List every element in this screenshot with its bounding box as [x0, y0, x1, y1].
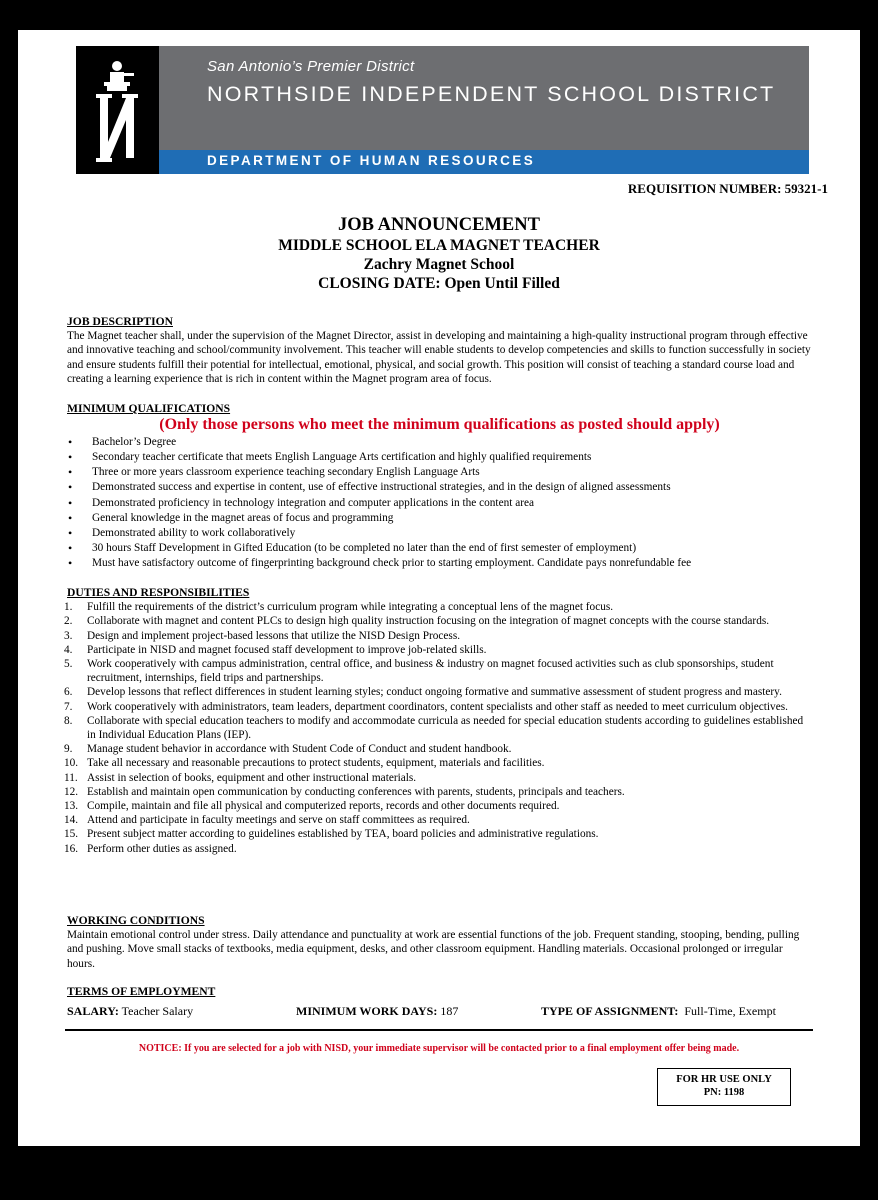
- list-item: • Secondary teacher certificate that meets English Language Arts certification and highly qualified requirements: [67, 450, 812, 465]
- list-item: 6. Develop lessons that reflect differences in student learning styles; conduct ongoing formative and summative assessment of student progress and mastery.: [64, 686, 782, 699]
- section-heading: DUTIES AND RESPONSIBILITIES: [67, 586, 250, 599]
- list-item: • 30 hours Staff Development in Gifted Education (to be completed no later than the end of first semester of employment): [67, 541, 812, 556]
- section-heading: WORKING CONDITIONS: [67, 914, 205, 927]
- list-item: 10. Take all necessary and reasonable precautions to protect students, equipment, materials and facilities.: [64, 757, 545, 770]
- job-description-text: The Magnet teacher shall, under the supervision of the Magnet Director, assist in developing and maintaining a high-quality instructional program through effective and innovative teaching and school/community involvement. This teacher will enable students to develop competencies and skills to function successfully in society and ensure students fulfill their potential for intellectual, emotional, physical, and social growth. This position will consist of teaching a standard course load and creating a learning experience that is rich in content within the Magnet program area of focus.: [67, 330, 811, 385]
- list-item: 13. Compile, maintain and file all physical and computerized reports, records and other documents required.: [64, 800, 560, 813]
- job-description-section: [67, 315, 812, 386]
- list-item: • Demonstrated proficiency in technology integration and computer applications in the content area: [67, 496, 812, 511]
- list-item: 3. Design and implement project-based lessons that utilize the NISD Design Process.: [64, 629, 461, 642]
- qualifications-list: [67, 435, 812, 571]
- list-item: • Demonstrated ability to work collaboratively: [67, 526, 812, 541]
- list-item: 1. Fulfill the requirements of the district’s curriculum program while integrating a conceptual lens of the magnet focus.: [64, 601, 614, 614]
- list-item: 11. Assist in selection of books, equipment and other instructional materials.: [64, 771, 417, 784]
- salary: SALARY: Teacher Salary: [67, 1004, 194, 1018]
- terms-section: [67, 985, 812, 999]
- district-tagline: San Antonio’s Premier District: [207, 58, 415, 75]
- district-name: NORTHSIDE INDEPENDENT SCHOOL DISTRICT: [207, 82, 776, 106]
- title-block: [0, 214, 878, 293]
- assignment-type: TYPE OF ASSIGNMENT: Full-Time, Exempt: [541, 1004, 776, 1018]
- list-item: • Bachelor’s Degree: [67, 435, 812, 450]
- divider: [65, 1029, 813, 1031]
- duties-section: [64, 586, 812, 856]
- department-name: DEPARTMENT OF HUMAN RESOURCES: [207, 153, 536, 168]
- list-item: 8. Collaborate with special education teachers to modify and accommodate curricula as needed for special education students according to guidelines established in Individual Education Plans (IEP).: [64, 714, 804, 742]
- hr-use-label: FOR HR USE ONLY: [676, 1074, 772, 1085]
- list-item: • Demonstrated success and expertise in content, use of effective instructional strategies, and in the design of aligned assessments: [67, 480, 812, 495]
- list-item: 2. Collaborate with magnet and content PLCs to design high quality instruction focusing on the integration of magnet concepts with the course standards.: [64, 615, 770, 628]
- qualifications-note: (Only those persons who meet the minimum qualifications as posted should apply): [159, 416, 720, 434]
- district-banner: [159, 46, 809, 150]
- working-conditions-text: Maintain emotional control under stress. Daily attendance and punctuality at work are essential functions of the job. Frequent standing, stooping, bending, pulling and pushing. Move small stacks of textbooks, media equipment, desks, and other classroom equipment. Handling materials. Occasional prolonged or irregular hours.: [67, 929, 800, 970]
- duties-list: [64, 600, 812, 856]
- minimum-qualifications-section: [67, 402, 812, 571]
- list-item: • Must have satisfactory outcome of fingerprinting background check prior to starting employment. Candidate pays nonrefundable fee: [67, 556, 812, 571]
- announcement-title: JOB ANNOUNCEMENT: [338, 215, 540, 235]
- position-number: PN: 1198: [703, 1086, 745, 1098]
- hr-use-box: [657, 1068, 791, 1106]
- section-heading: TERMS OF EMPLOYMENT: [67, 985, 216, 998]
- list-item: • General knowledge in the magnet areas of focus and programming: [67, 511, 812, 526]
- list-item: 12. Establish and maintain open communication by conducting conferences with parents, students, principals and teachers.: [64, 785, 625, 798]
- department-banner: [159, 150, 809, 174]
- list-item: 4. Participate in NISD and magnet focused staff development to improve job-related skills.: [64, 643, 487, 656]
- closing-date: CLOSING DATE: Open Until Filled: [318, 275, 560, 292]
- section-heading: MINIMUM QUALIFICATIONS: [67, 402, 231, 415]
- list-item: 15. Present subject matter according to guidelines established by TEA, board policies and administrative regulations.: [64, 828, 599, 841]
- list-item: 16. Perform other duties as assigned.: [64, 842, 237, 855]
- list-item: 7. Work cooperatively with administrators, team leaders, department coordinators, content specialists and other staff as needed to meet curriculum objectives.: [64, 700, 788, 713]
- position-title: MIDDLE SCHOOL ELA MAGNET TEACHER: [278, 237, 600, 254]
- notice-text: NOTICE: If you are selected for a job with NISD, your immediate supervisor will be contacted prior to a final employment offer being made.: [138, 1043, 740, 1054]
- school-name: Zachry Magnet School: [363, 256, 515, 273]
- section-heading: JOB DESCRIPTION: [67, 315, 173, 328]
- requisition-number: REQUISITION NUMBER: 59321-1: [627, 181, 828, 196]
- working-conditions-section: [67, 914, 812, 971]
- list-item: 9. Manage student behavior in accordance with Student Code of Conduct and student handbook.: [64, 743, 512, 756]
- list-item: 14. Attend and participate in faculty meetings and serve on staff committees as required.: [64, 814, 470, 827]
- nisd-logo-icon: [76, 46, 159, 174]
- minimum-work-days: MINIMUM WORK DAYS: 187: [296, 1004, 459, 1018]
- district-logo: [76, 46, 159, 174]
- list-item: 5. Work cooperatively with campus administration, central office, and business & industry on magnet focused activities such as club sponsorships, student recruitment, internships, field trips and partnerships.: [64, 658, 774, 685]
- list-item: • Three or more years classroom experience teaching secondary English Language Arts: [67, 465, 812, 480]
